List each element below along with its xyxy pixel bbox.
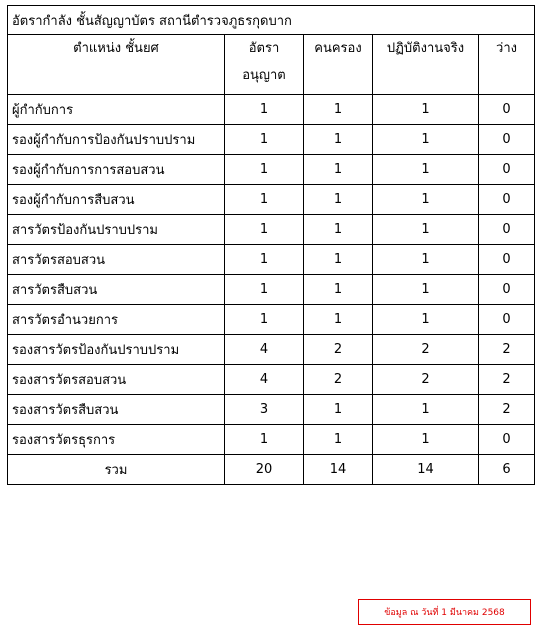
cell-vacant: 0: [479, 125, 535, 155]
header-quota: [225, 35, 304, 95]
cell-holding: 1: [304, 395, 373, 425]
table-row: [8, 335, 535, 365]
cell-holding: 1: [304, 305, 373, 335]
cell-actual: 1: [373, 95, 479, 125]
cell-vacant: 0: [479, 275, 535, 305]
cell-position: รองสารวัตรสืบสวน: [8, 395, 225, 425]
data-date-note: ข้อมูล ณ วันที่ 1 มีนาคม 2568: [358, 599, 531, 625]
cell-quota: 4: [225, 335, 304, 365]
cell-holding: 1: [304, 95, 373, 125]
cell-quota: 1: [225, 95, 304, 125]
cell-quota: 1: [225, 245, 304, 275]
cell-actual: 1: [373, 245, 479, 275]
cell-position: รองสารวัตรสอบสวน: [8, 365, 225, 395]
cell-actual: 1: [373, 155, 479, 185]
cell-vacant: 0: [479, 305, 535, 335]
cell-actual: 1: [373, 425, 479, 455]
cell-quota: 1: [225, 215, 304, 245]
cell-quota: 3: [225, 395, 304, 425]
cell-quota: 1: [225, 425, 304, 455]
cell-holding: 1: [304, 245, 373, 275]
cell-position: สารวัตรสอบสวน: [8, 245, 225, 275]
table-row: [8, 125, 535, 155]
cell-position: รองผู้กำกับการสืบสวน: [8, 185, 225, 215]
total-vacant: 6: [479, 455, 535, 485]
table-row: [8, 275, 535, 305]
cell-position: รองสารวัตรธุรการ: [8, 425, 225, 455]
total-actual: 14: [373, 455, 479, 485]
cell-vacant: 2: [479, 335, 535, 365]
cell-quota: 1: [225, 125, 304, 155]
table-row: [8, 305, 535, 335]
table-title: อัตรากำลัง ชั้นสัญญาบัตร สถานีตำรวจภูธรกุดบาก: [8, 6, 535, 35]
total-holding: 14: [304, 455, 373, 485]
cell-vacant: 0: [479, 215, 535, 245]
cell-holding: 2: [304, 335, 373, 365]
cell-actual: 2: [373, 335, 479, 365]
cell-vacant: 0: [479, 155, 535, 185]
header-quota-line1: อัตรา: [248, 41, 280, 56]
cell-holding: 1: [304, 155, 373, 185]
cell-position: รองผู้กำกับการป้องกันปราบปราม: [8, 125, 225, 155]
cell-position: สารวัตรป้องกันปราบปราม: [8, 215, 225, 245]
cell-holding: 1: [304, 275, 373, 305]
header-actual: ปฏิบัติงานจริง: [373, 35, 479, 95]
cell-actual: 1: [373, 305, 479, 335]
cell-actual: 1: [373, 215, 479, 245]
table-row: [8, 185, 535, 215]
cell-holding: 2: [304, 365, 373, 395]
total-row: [8, 455, 535, 485]
cell-quota: 1: [225, 305, 304, 335]
cell-holding: 1: [304, 125, 373, 155]
cell-position: รองผู้กำกับการการสอบสวน: [8, 155, 225, 185]
cell-vacant: 2: [479, 365, 535, 395]
table-row: [8, 245, 535, 275]
cell-holding: 1: [304, 425, 373, 455]
cell-position: รองสารวัตรป้องกันปราบปราม: [8, 335, 225, 365]
table-row: [8, 425, 535, 455]
total-label: รวม: [8, 455, 225, 485]
cell-holding: 1: [304, 185, 373, 215]
cell-position: สารวัตรอำนวยการ: [8, 305, 225, 335]
cell-vacant: 0: [479, 425, 535, 455]
cell-quota: 1: [225, 185, 304, 215]
total-quota: 20: [225, 455, 304, 485]
cell-vacant: 0: [479, 95, 535, 125]
staffing-table: [7, 5, 535, 485]
cell-position: ผู้กำกับการ: [8, 95, 225, 125]
table-row: [8, 95, 535, 125]
cell-holding: 1: [304, 215, 373, 245]
table-row: [8, 215, 535, 245]
cell-actual: 1: [373, 395, 479, 425]
cell-actual: 2: [373, 365, 479, 395]
cell-quota: 4: [225, 365, 304, 395]
table-body: [8, 95, 535, 455]
table-row: [8, 395, 535, 425]
cell-vacant: 0: [479, 185, 535, 215]
cell-actual: 1: [373, 275, 479, 305]
header-vacant: ว่าง: [479, 35, 535, 95]
cell-quota: 1: [225, 275, 304, 305]
cell-vacant: 0: [479, 245, 535, 275]
header-position: ตำแหน่ง ชั้นยศ: [8, 35, 225, 95]
cell-actual: 1: [373, 125, 479, 155]
header-holding: คนครอง: [304, 35, 373, 95]
table-row: [8, 365, 535, 395]
cell-actual: 1: [373, 185, 479, 215]
table-row: [8, 155, 535, 185]
cell-vacant: 2: [479, 395, 535, 425]
cell-position: สารวัตรสืบสวน: [8, 275, 225, 305]
cell-quota: 1: [225, 155, 304, 185]
header-quota-line2: อนุญาต: [242, 68, 286, 83]
